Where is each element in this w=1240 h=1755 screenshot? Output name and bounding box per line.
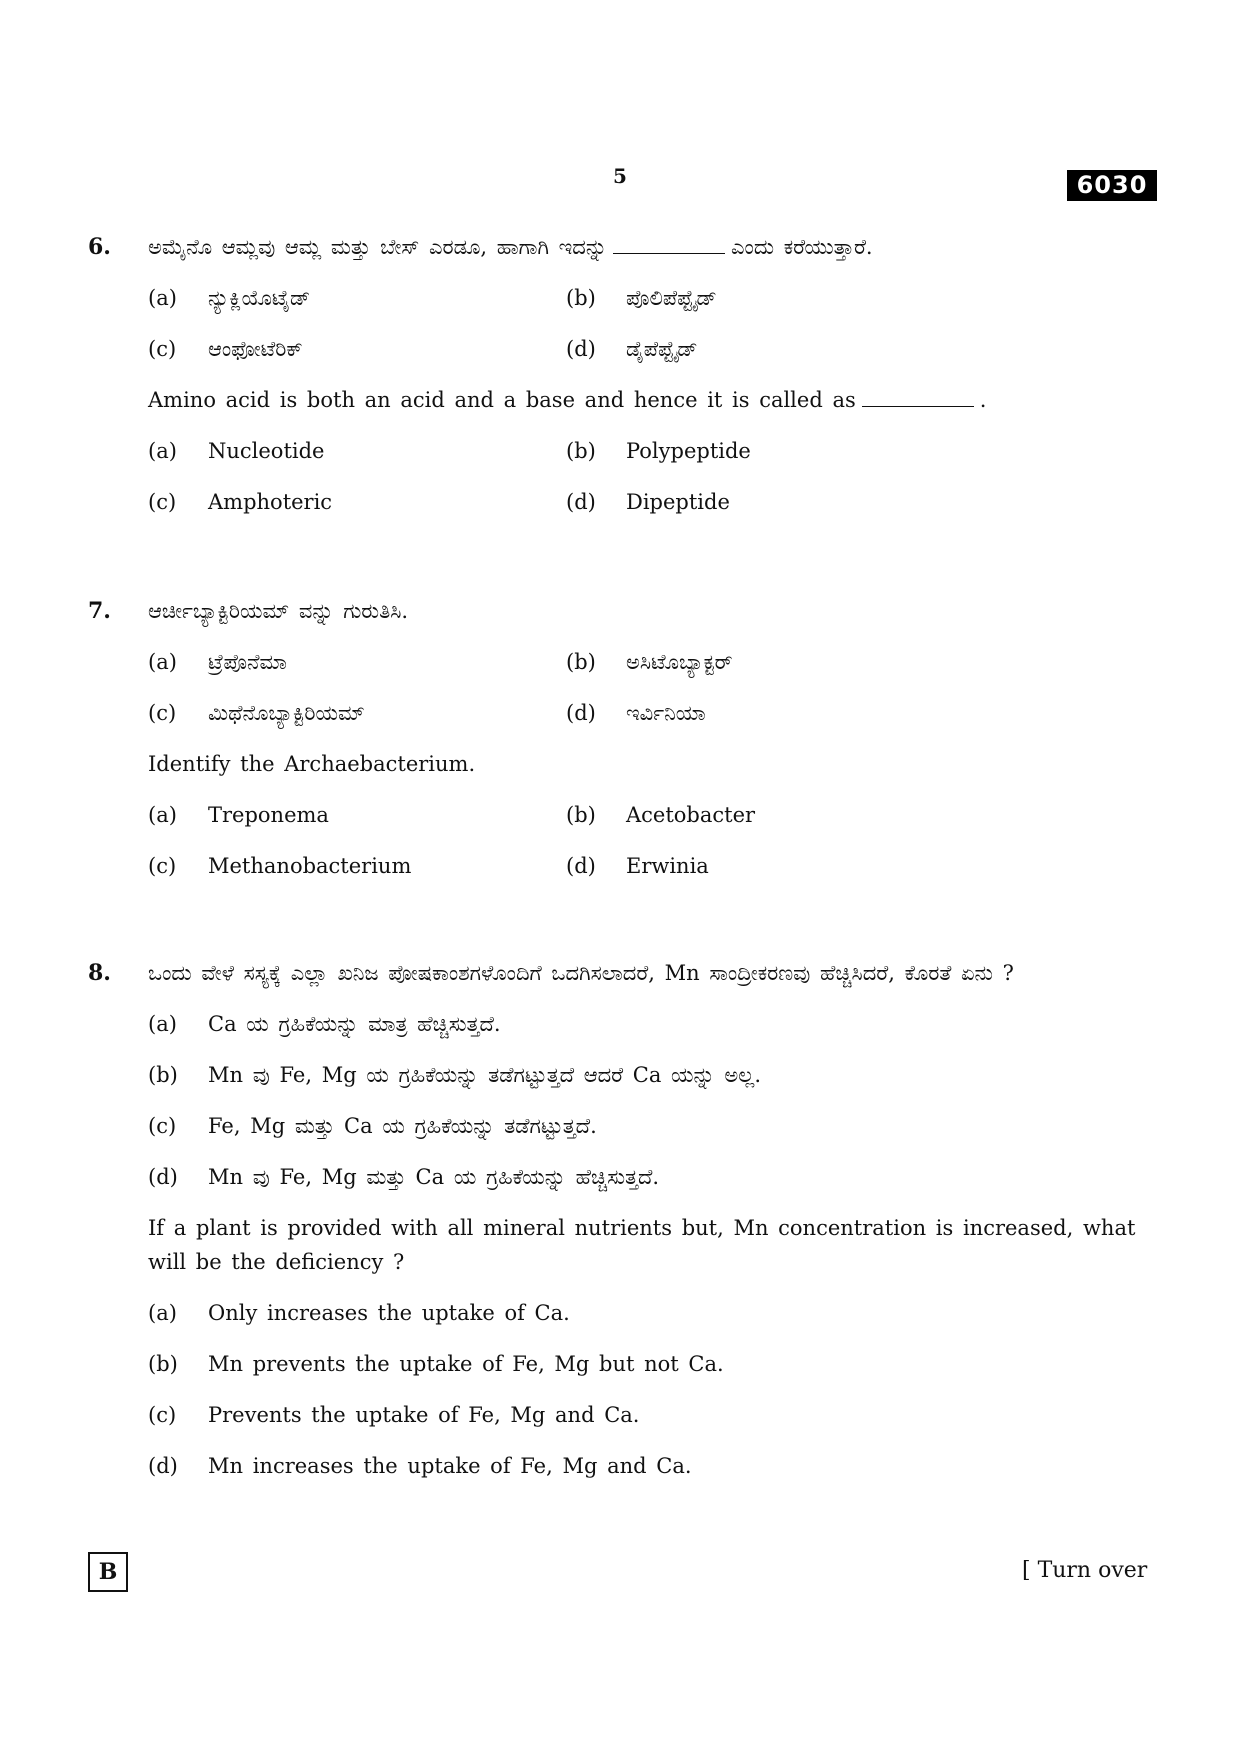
option-b xyxy=(148,1347,1168,1381)
option-label: (c) xyxy=(148,1403,177,1427)
question-text-kannada-end: ಎಂದು ಕರೆಯುತ್ತಾರೆ. xyxy=(731,235,873,259)
option-a xyxy=(148,434,566,468)
option-label: (d) xyxy=(566,854,596,878)
option-d xyxy=(566,485,1168,519)
question-text-english: If a plant is provided with all mineral nutrients but, Mn concentration is increased, what will be the deficiency ? xyxy=(148,1216,1136,1274)
question-8 xyxy=(88,956,1168,1500)
option-text: ಪೊಲಿಪೆಪ್ಟೈಡ್ xyxy=(626,286,717,310)
option-c xyxy=(148,696,566,730)
question-7 xyxy=(88,594,1168,900)
options-english xyxy=(148,1296,1168,1483)
option-b xyxy=(566,645,1168,679)
option-b xyxy=(148,1058,1168,1092)
option-label: (d) xyxy=(148,1454,178,1478)
question-number: 6. xyxy=(88,234,111,260)
option-text: Polypeptide xyxy=(626,439,751,463)
options-english xyxy=(148,798,1168,883)
option-label: (a) xyxy=(148,1012,177,1036)
option-text: Only increases the uptake of Ca. xyxy=(208,1301,570,1325)
option-b xyxy=(566,281,1168,315)
option-text: ಮಿಥೆನೊಬ್ಯಾಕ್ಟಿರಿಯಮ್ xyxy=(208,701,365,725)
option-b xyxy=(566,434,1168,468)
option-d xyxy=(566,332,1168,366)
question-text-english xyxy=(148,383,1168,417)
option-c xyxy=(148,1109,1168,1143)
options-kannada xyxy=(148,645,1168,730)
option-text: ಆಂಫೋಟೆರಿಕ್ xyxy=(208,337,303,361)
option-label: (c) xyxy=(148,1114,177,1138)
options-kannada xyxy=(148,1007,1168,1194)
options-english xyxy=(148,434,1168,519)
option-label: (c) xyxy=(148,701,177,725)
option-text: Mn ವು Fe, Mg ಯ ಗ್ರಹಿಕೆಯನ್ನು ತಡೆಗಟ್ಟುತ್ತದೆ ಆದರೆ Ca ಯನ್ನು ಅಲ್ಲ. xyxy=(208,1063,762,1087)
option-text: Amphoteric xyxy=(208,490,333,514)
option-text: ಇರ್ವಿನಿಯಾ xyxy=(626,701,706,725)
option-label: (a) xyxy=(148,439,177,463)
option-text: ನ್ಯುಕ್ಲಿಯೊಟೈಡ್ xyxy=(208,286,311,310)
option-text: Prevents the uptake of Fe, Mg and Ca. xyxy=(208,1403,640,1427)
option-d xyxy=(566,849,1168,883)
option-d xyxy=(566,696,1168,730)
option-c xyxy=(148,332,566,366)
option-label: (b) xyxy=(566,650,596,674)
option-c xyxy=(148,1398,1168,1432)
options-kannada xyxy=(148,281,1168,366)
option-label: (d) xyxy=(566,490,596,514)
option-label: (a) xyxy=(148,803,177,827)
series-box: B xyxy=(88,1552,128,1592)
option-text: ಟ್ರೆಪೊನೆಮಾ xyxy=(208,650,287,674)
option-text: Nucleotide xyxy=(208,439,325,463)
question-6 xyxy=(88,230,1168,536)
question-text-english-start: Amino acid is both an acid and a base and hence it is called as xyxy=(148,388,856,412)
option-label: (c) xyxy=(148,337,177,361)
option-text: Acetobacter xyxy=(626,803,756,827)
option-a xyxy=(148,798,566,832)
option-text: Ca ಯ ಗ್ರಹಿಕೆಯನ್ನು ಮಾತ್ರ ಹೆಚ್ಚಿಸುತ್ತದೆ. xyxy=(208,1012,501,1036)
option-label: (c) xyxy=(148,490,177,514)
option-c xyxy=(148,849,566,883)
paper-code-badge: 6030 xyxy=(1067,170,1157,201)
option-text: Dipeptide xyxy=(626,490,730,514)
option-label: (c) xyxy=(148,854,177,878)
question-number: 7. xyxy=(88,598,111,624)
question-text-kannada: ಆರ್ಚೀಬ್ಯಾಕ್ಟಿರಿಯಮ್ ವನ್ನು ಗುರುತಿಸಿ. xyxy=(148,599,409,623)
option-d xyxy=(148,1449,1168,1483)
option-a xyxy=(148,281,566,315)
question-number: 8. xyxy=(88,960,111,986)
option-text: ಡೈಪೆಪ್ಟೈಡ್ xyxy=(626,337,698,361)
option-label: (d) xyxy=(566,701,596,725)
option-label: (b) xyxy=(566,286,596,310)
option-label: (b) xyxy=(148,1352,178,1376)
option-d xyxy=(148,1160,1168,1194)
option-text: Erwinia xyxy=(626,854,709,878)
question-text-english: Identify the Archaebacterium. xyxy=(148,752,476,776)
option-c xyxy=(148,485,566,519)
option-text: Methanobacterium xyxy=(208,854,412,878)
option-text: ಅಸಿಟೊಬ್ಯಾಕ್ಟರ್ xyxy=(626,650,733,674)
option-label: (d) xyxy=(148,1165,178,1189)
option-label: (d) xyxy=(566,337,596,361)
option-label: (a) xyxy=(148,650,177,674)
option-label: (b) xyxy=(148,1063,178,1087)
answer-blank xyxy=(862,384,974,407)
question-text-english-end: . xyxy=(979,388,987,412)
turn-over-text: [ Turn over xyxy=(1022,1558,1148,1583)
answer-blank xyxy=(613,231,725,254)
option-a xyxy=(148,1296,1168,1330)
page-number: 5 xyxy=(613,164,627,188)
option-b xyxy=(566,798,1168,832)
option-label: (b) xyxy=(566,803,596,827)
question-text-kannada: ಒಂದು ವೇಳೆ ಸಸ್ಯಕ್ಕೆ ಎಲ್ಲಾ ಖನಿಜ ಪೋಷಕಾಂಶಗಳೊಂದಿಗೆ ಒದಗಿಸಲಾದರೆ, Mn ಸಾಂದ್ರೀಕರಣವು ಹೆಚ್ಚಿಸಿದರೆ, ಕೊರತೆ ಏನು ? xyxy=(148,961,1014,985)
question-text-kannada-start: ಅಮೈನೊ ಆಮ್ಲವು ಆಮ್ಲ ಮತ್ತು ಬೇಸ್ ಎರಡೂ, ಹಾಗಾಗಿ ಇದನ್ನು xyxy=(148,235,608,259)
option-text: Mn ವು Fe, Mg ಮತ್ತು Ca ಯ ಗ್ರಹಿಕೆಯನ್ನು ಹೆಚ್ಚಿಸುತ್ತದೆ. xyxy=(208,1165,660,1189)
option-text: Mn prevents the uptake of Fe, Mg but not Ca. xyxy=(208,1352,724,1376)
option-text: Fe, Mg ಮತ್ತು Ca ಯ ಗ್ರಹಿಕೆಯನ್ನು ತಡೆಗಟ್ಟುತ್ತದೆ. xyxy=(208,1114,597,1138)
question-text-kannada xyxy=(148,230,1168,264)
option-text: Treponema xyxy=(208,803,329,827)
option-a xyxy=(148,645,566,679)
option-label: (b) xyxy=(566,439,596,463)
option-label: (a) xyxy=(148,286,177,310)
option-label: (a) xyxy=(148,1301,177,1325)
option-text: Mn increases the uptake of Fe, Mg and Ca. xyxy=(208,1454,692,1478)
option-a xyxy=(148,1007,1168,1041)
